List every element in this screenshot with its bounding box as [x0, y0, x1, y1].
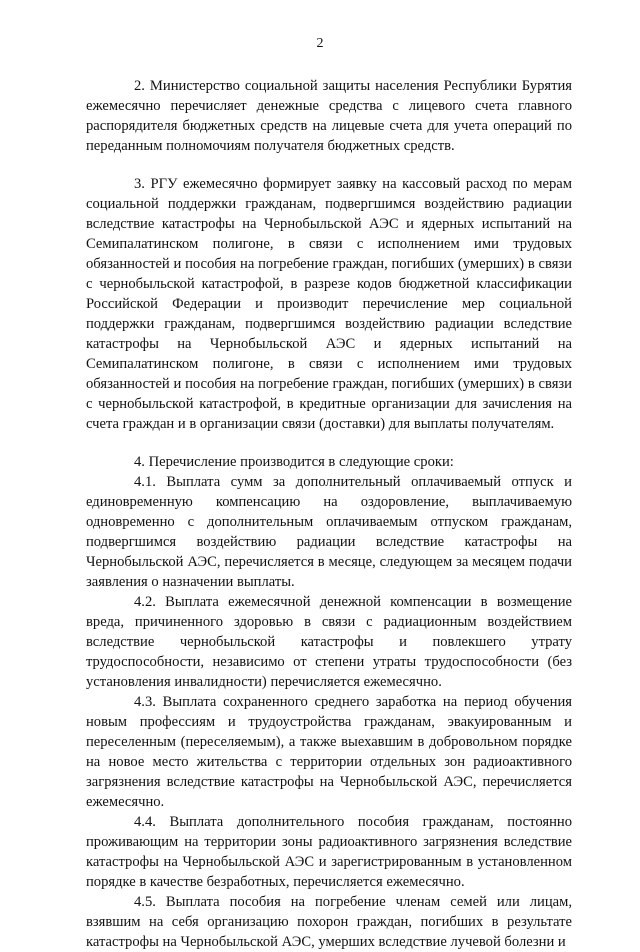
paragraph-2: 2. Министерство социальной защиты населения Республики Бурятия ежемесячно перечисляет денежные средства с лицевого счета главного распорядителя бюджетных средств на лицевые счета для учета операций по переданным полномочиям получателя бюджетных средств. [86, 78, 572, 154]
paragraph-4-4: 4.4. Выплата дополнительного пособия гражданам, постоянно проживающим на территории зоны радиоактивного загрязнения вследствие катастрофы на Чернобыльской АЭС и зарегистрированным в установленном порядке в качестве безработных, перечисляется ежемесячно. [86, 814, 572, 890]
paragraph-4-2: 4.2. Выплата ежемесячной денежной компенсации в возмещение вреда, причиненного здоровью в связи с радиационным воздействием вследствие чернобыльской катастрофы и повлекшего утрату трудоспособности, независимо от степени утраты трудоспособности (без установления инвалидности) перечисляется ежемесячно. [86, 594, 572, 690]
paragraph-4-3: 4.3. Выплата сохраненного среднего заработка на период обучения новым профессиям и трудоустройства гражданам, эвакуированным и переселенным (переселяемым), а также выехавшим в добровольном порядке на новое место жительства с территории отдельных зон радиоактивного загрязнения вследствие катастрофы на Чернобыльской АЭС, перечисляется ежемесячно. [86, 694, 572, 810]
paragraph-3: 3. РГУ ежемесячно формирует заявку на кассовый расход по мерам социальной поддержки гражданам, подвергшимся воздействию радиации вследствие катастрофы на Чернобыльской АЭС и ядерных испытаний на Семипалатинском полигоне, в связи с исполнением ими трудовых обязанностей и пособия на погребение граждан, погибших (умерших) в связи с чернобыльской катастрофой, в разрезе кодов бюджетной классификации Российской Федерации и производит перечисление мер социальной поддержки гражданам, подвергшимся воздействию радиации вследствие катастрофы на Чернобыльской АЭС и ядерных испытаний на Семипалатинском полигоне, в связи с исполнением ими трудовых обязанностей и пособия на погребение граждан, погибших (умерших) в связи с чернобыльской катастрофой, в кредитные организации для зачисления на счета граждан и в организации связи (доставки) для выплаты получателям. [86, 176, 572, 432]
page-number: 2 [316, 36, 324, 51]
paragraph-4: 4. Перечисление производится в следующие сроки: [134, 454, 454, 470]
paragraph-4-1: 4.1. Выплата сумм за дополнительный оплачиваемый отпуск и единовременную компенсацию на оздоровление, выплачиваемую одновременно с дополнительным оплачиваемым отпуском гражданам, подвергшимся воздействию радиации вследствие катастрофы на Чернобыльской АЭС, перечисляется в месяце, следующем за месяцем подачи заявления о назначении выплаты. [86, 474, 572, 590]
document-body [86, 76, 572, 952]
paragraph-4-5: 4.5. Выплата пособия на погребение членам семей или лицам, взявшим на себя организацию похорон граждан, погибших в результате катастрофы на Чернобыльской АЭС, умерших вследствие лучевой болезни и [86, 894, 572, 950]
